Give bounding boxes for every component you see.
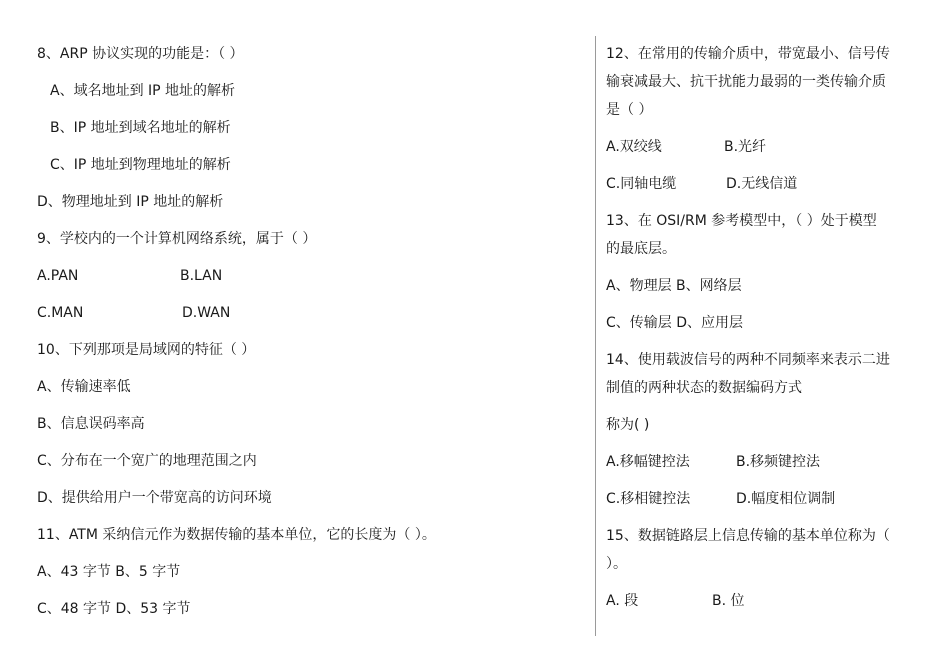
q10-option-c: C、分布在一个宽广的地理范围之内 <box>37 453 257 469</box>
q11-options-cd: C、48 字节 D、53 字节 <box>37 601 191 617</box>
q13-options-cd: C、传输层 D、应用层 <box>606 315 744 331</box>
q8-option-b: B、IP 地址到域名地址的解析 <box>50 120 231 136</box>
q13-options-ab: A、物理层 B、网络层 <box>606 278 742 294</box>
q9-option-c: C.MAN <box>37 305 84 321</box>
q12-option-d: D.无线信道 <box>726 176 798 192</box>
q8-option-d: D、物理地址到 IP 地址的解析 <box>37 194 224 210</box>
q9-option-a: A.PAN <box>37 268 79 284</box>
q10-option-a: A、传输速率低 <box>37 379 131 395</box>
q11-question: 11、ATM 采纳信元作为数据传输的基本单位，它的长度为（ ）。 <box>37 527 436 543</box>
q14-question-line1: 14、使用载波信号的两种不同频率来表示二进 <box>606 352 890 368</box>
q14-option-c: C.移相键控法 <box>606 491 691 507</box>
q14-option-d: D.幅度相位调制 <box>736 491 836 507</box>
q12-option-a: A.双绞线 <box>606 139 662 155</box>
column-divider <box>595 36 596 636</box>
q10-option-d: D、提供给用户一个带宽高的访问环境 <box>37 490 272 506</box>
q14-question-line2: 制值的两种状态的数据编码方式 <box>606 380 802 396</box>
q14-option-a: A.移幅键控法 <box>606 454 690 470</box>
q14-option-b: B.移频键控法 <box>736 454 821 470</box>
q14-question-line3: 称为( ) <box>606 417 650 433</box>
q11-options-ab: A、43 字节 B、5 字节 <box>37 564 181 580</box>
q13-question-line2: 的最底层。 <box>606 241 676 257</box>
q12-option-b: B.光纤 <box>724 139 767 155</box>
q15-question-line2: ）。 <box>606 556 627 572</box>
q12-option-c: C.同轴电缆 <box>606 176 677 192</box>
q9-question: 9、学校内的一个计算机网络系统，属于（ ） <box>37 231 317 247</box>
q9-option-d: D.WAN <box>182 305 231 321</box>
q12-question-line3: 是（ ） <box>606 102 653 118</box>
q10-question: 10、下列那项是局域网的特征（ ） <box>37 342 256 358</box>
q15-question-line1: 15、数据链路层上信息传输的基本单位称为（ <box>606 528 890 544</box>
q15-option-b: B. 位 <box>712 593 745 609</box>
q15-option-a: A. 段 <box>606 593 639 609</box>
q13-question-line1: 13、在 OSI/RM 参考模型中，（ ）处于模型 <box>606 213 877 229</box>
q8-option-a: A、域名地址到 IP 地址的解析 <box>50 83 236 99</box>
q10-option-b: B、信息误码率高 <box>37 416 145 432</box>
q12-question-line2: 输衰减最大、抗干扰能力最弱的一类传输介质 <box>606 74 886 90</box>
q8-question: 8、ARP 协议实现的功能是：（ ） <box>37 46 244 62</box>
q8-option-c: C、IP 地址到物理地址的解析 <box>50 157 231 173</box>
q9-option-b: B.LAN <box>180 268 223 284</box>
q12-question-line1: 12、在常用的传输介质中，带宽最小、信号传 <box>606 46 890 62</box>
